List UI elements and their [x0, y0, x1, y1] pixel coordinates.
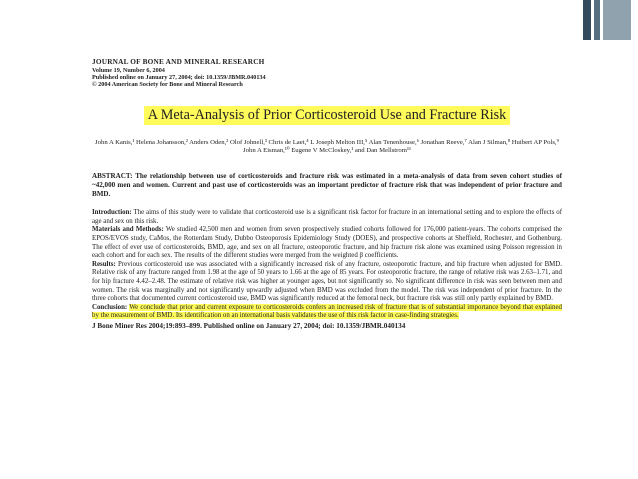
introduction-paragraph	[92, 209, 562, 226]
decorative-bar-light	[603, 0, 631, 40]
journal-name: JOURNAL OF BONE AND MINERAL RESEARCH	[92, 57, 265, 66]
decorative-bar-dark	[583, 0, 591, 40]
paper-page	[92, 58, 562, 331]
methods-label: Materials and Methods:	[92, 226, 164, 234]
results-label: Results:	[92, 260, 116, 268]
conclusion-label: Conclusion:	[92, 303, 128, 311]
author-list: John A Kanis,¹ Helena Johansson,² Anders Oden,² Olof Johnell,³ Chris de Laet,⁴ L Joseph Melton III,⁵ Alan Tenenhouse,⁶ Jonathan Reeve,⁷ Alan J Silman,⁸ Huibert AP Pols,⁹ John A Eisman,¹⁰ Eugene V McCloskey,¹ and Dan Mellstrom¹¹	[95, 138, 559, 154]
results-text: Previous corticosteroid use was associated with a significantly increased risk of any fracture, osteoporotic fracture, and hip fracture when adjusted for BMD. Relative risk of any fracture ranged from 1.98 at the age of 50 years to 1.66 at the age of 85 years. For osteoporotic fracture, the range of relative risk was 2.63–1.71, and for hip fracture 4.42–2.48. The estimate of relative risk was higher at younger ages, but not significantly so. No significant difference in risk was seen between men and women. The risk was marginally and not significantly upwardly adjusted when BMD was excluded from the model. The risk was independent of prior fracture. In the three cohorts that documented current corticosteroid use, BMD was significantly reduced at the femoral neck, but fracture risk was still only partly explained by BMD.	[92, 260, 562, 303]
introduction-text: The aims of this study were to validate that corticosteroid use is a significant risk factor for fracture in an international setting and to explore the effects of age and sex on this risk.	[92, 209, 562, 225]
copyright-line: © 2004 American Society for Bone and Mineral Research	[92, 81, 243, 89]
abstract-body	[92, 209, 562, 330]
citation-line: J Bone Miner Res 2004;19:893–899. Published online on January 27, 2004; doi: 10.1359/JBMR.040134	[92, 321, 406, 330]
abstract-summary: ABSTRACT: The relationship between use of corticosteroids and fracture risk was estimated in a meta-analysis of data from seven cohort studies of ~42,000 men and women. Current and past use of corticosteroids was an important predictor of fracture risk that was independent of prior fracture and BMD.	[92, 172, 562, 198]
published-line: Published online on January 27, 2004; doi: 10.1359/JBMR.040134	[92, 74, 266, 82]
methods-paragraph	[92, 226, 562, 260]
decorative-bar-mid	[594, 0, 600, 40]
volume-line: Volume 19, Number 6, 2004	[92, 66, 165, 74]
introduction-label: Introduction:	[92, 209, 132, 217]
conclusion-paragraph	[92, 304, 562, 321]
paper-title: A Meta-Analysis of Prior Corticosteroid Use and Fracture Risk	[144, 106, 511, 125]
results-paragraph	[92, 261, 562, 304]
methods-text: We studied 42,500 men and women from seven prospectively studied cohorts followed for 176,000 patient-years. The cohorts comprised the EPOS/EVOS study, CaMos, the Rotterdam Study, Dubbo Osteoporosis Epidemiology Study (DOES), and prospective cohorts at Sheffield, Rochester, and Gothenburg. The effect of ever use of corticosteroids, BMD, age, and sex on all fracture, osteoporotic fracture, and hip fracture risk alone was examined using Poisson regression in each cohort and for each sex. The results of the different studies were merged from the weighted β coefficients.	[92, 226, 562, 260]
conclusion-text: We conclude that prior and current exposure to corticosteroids confers an increased risk of fracture that is of substantial importance beyond that explained by the measurement of BMD. Its identification on an international basis validates the use of this risk factor in case-finding strategies.	[92, 303, 562, 320]
